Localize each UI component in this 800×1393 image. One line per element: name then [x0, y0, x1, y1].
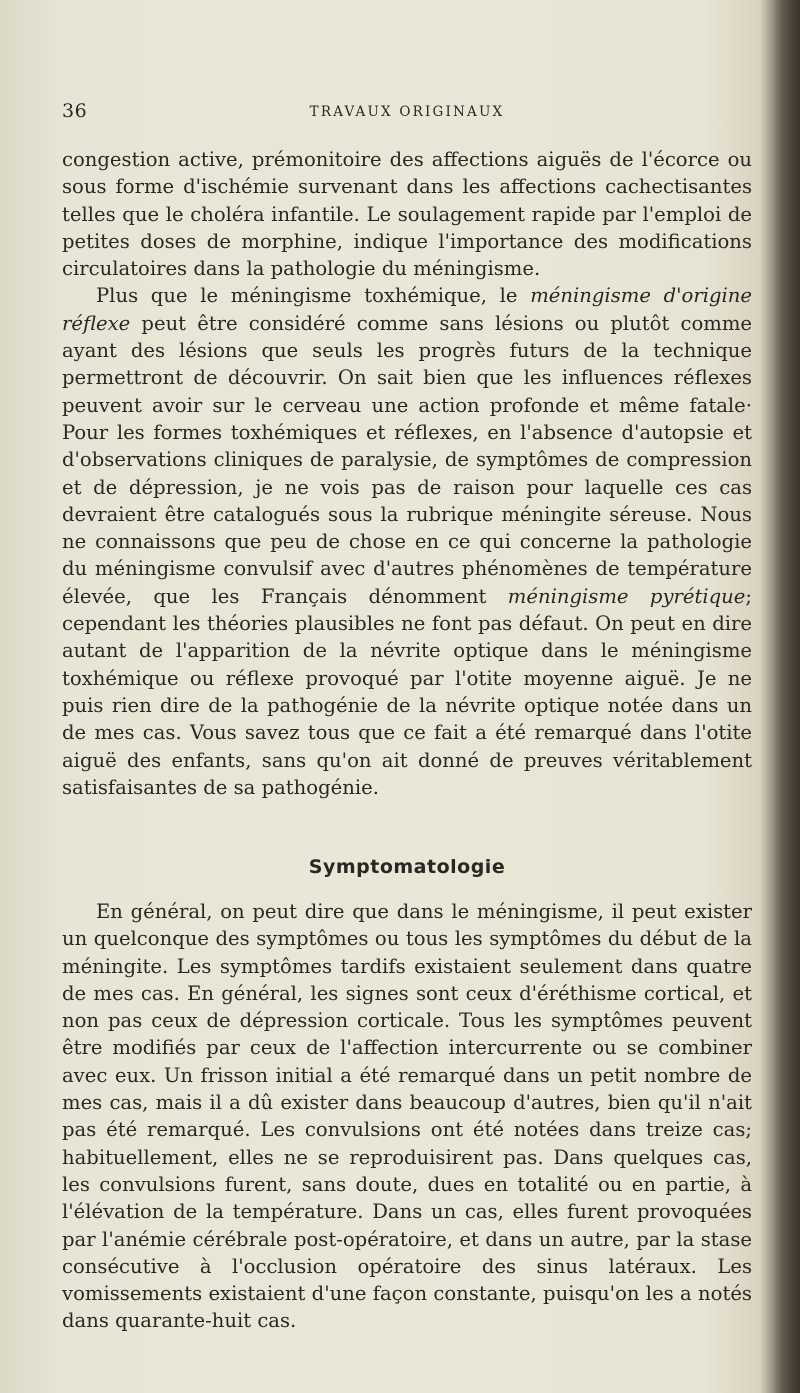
italic-term: méningisme pyrétique [507, 584, 746, 608]
page-number: 36 [62, 100, 88, 122]
body-text-block-1 [62, 146, 752, 801]
binding-shadow [774, 0, 800, 1393]
text-run: Plus que le méningisme toxhémique, le [96, 284, 531, 308]
italic-term: méningisme d'origine réflexe [62, 284, 752, 335]
text-run: peut être considéré comme sans lésions ou plutôt comme ayant des lésions que seuls les progrès futurs de la technique permettront de découvrir. On sait bien que les influences réflexes peuvent avoir sur le cerveau une action profonde et même fatale· Pour les formes toxhémiques et réflexes, en l'absence d'autopsie et d'observations cliniques de paralysie, de symptômes de compression et de dépression, je ne vois pas de raison pour laquelle ces cas devraient être catalogués sous la rubrique méningite séreuse. Nous ne connaissons que peu de chose en ce qui concerne la pathologie du méningisme convulsif avec d'autres phénomènes de température élevée, que les Français dénomment [62, 311, 752, 608]
body-text-block-2 [62, 898, 752, 1335]
text-run: ; cependant les théories plausibles ne font pas défaut. On peut en dire autant de l'apparition de la névrite optique dans le méningisme toxhémique ou réflexe provoqué par l'otite moyenne aiguë. Je ne puis rien dire de la pathogénie de la névrite optique notée dans un de mes cas. Vous savez tous que ce fait a été remarqué dans l'otite aiguë des enfants, sans qu'on ait donné de preuves véritablement satisfaisantes de sa pathogénie. [62, 584, 753, 799]
paragraph-meningisme-reflexe [62, 282, 752, 801]
running-head: TRAVAUX ORIGINAUX [309, 104, 505, 120]
page-header [62, 100, 752, 130]
section-heading: Symptomatologie [308, 856, 506, 878]
paragraph-continuation: congestion active, prémonitoire des affections aiguës de l'écorce ou sous forme d'ischémie survenant dans les affections cachectisantes telles que le choléra infantile. Le soulagement rapide par l'emploi de petites doses de morphine, indique l'importance des modifications circulatoires dans la pathologie du méningisme. [62, 148, 752, 281]
paragraph-symptomatologie: En général, on peut dire que dans le méningisme, il peut exister un quelconque des symptômes ou tous les symptômes du début de la méningite. Les symptômes tardifs existaient seulement dans quatre de mes cas. En général, les signes sont ceux d'éréthisme cortical, et non pas ceux de dépression corticale. Tous les symptômes peuvent être modifiés par ceux de l'affection intercurrente ou se combiner avec eux. Un frisson initial a été remarqué dans un petit nombre de mes cas, mais il a dû exister dans beaucoup d'autres, bien qu'il n'ait pas été remarqué. Les convulsions ont été notées dans treize cas; habituellement, elles ne se reproduisirent pas. Dans quelques cas, les convulsions furent, sans doute, dues en totalité ou en partie, à l'élévation de la température. Dans un cas, elles furent provoquées par l'anémie cérébrale post-opératoire, et dans un autre, par la stase consécutive à l'occlusion opératoire des sinus latéraux. Les vomissements existaient d'une façon constante, puisqu'on les a notés dans quarante-huit cas. [62, 900, 752, 1333]
